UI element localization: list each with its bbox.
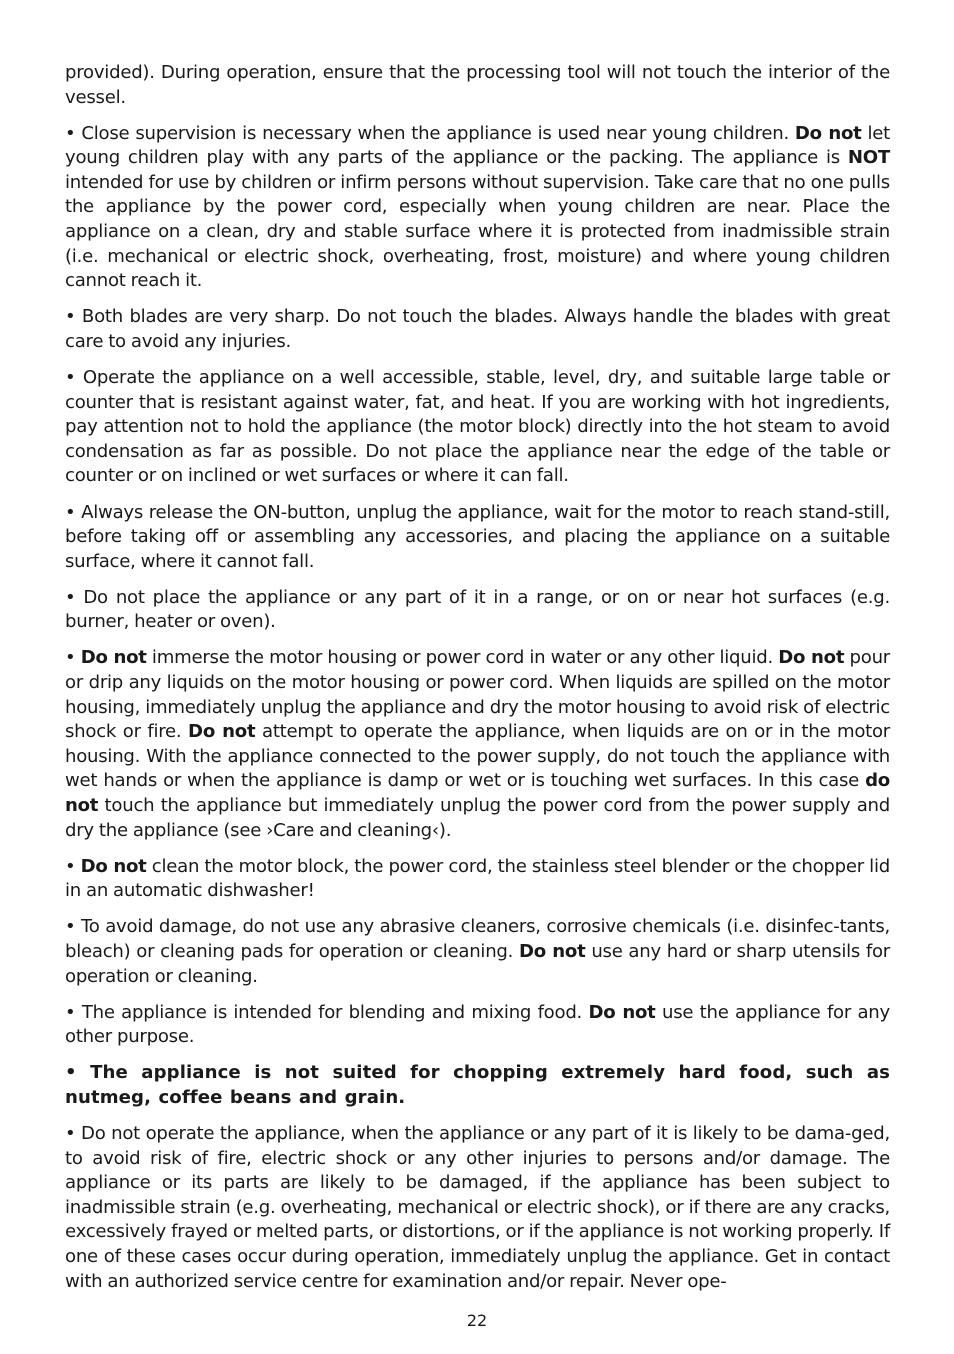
text-run: let young children play with any parts of the appliance or the packing. The appliance is — [65, 122, 890, 169]
text-run: • Always release the ON-button, unplug the appliance, wait for the motor to reach stand-still, before taking off or assembling any accessories, and placing the appliance on a suitable surface, where it cannot fall. — [65, 501, 890, 572]
paragraph-hot-surfaces — [65, 586, 890, 635]
paragraph-hard-food — [65, 1061, 890, 1110]
text-run: • Do not place the appliance or any part of it in a range, or on or near hot surfaces (e.g. burner, heater or oven). — [65, 586, 890, 633]
paragraph-damaged — [65, 1122, 890, 1294]
page-number: 22 — [466, 1311, 488, 1330]
text-run: use any hard or sharp utensils for operation or cleaning. — [65, 941, 891, 987]
bold-text: Do not — [80, 855, 147, 877]
bold-text: Do not — [778, 647, 845, 669]
bold-text: do not — [65, 770, 890, 817]
text-run: • Both blades are very sharp. Do not touch the blades. Always handle the blades with great care to avoid any injuries. — [65, 306, 890, 352]
text-run: immerse the motor housing or power cord in water or any other liquid. — [146, 647, 779, 669]
document-body — [65, 61, 890, 1306]
text-run: • The appliance is intended for blending and mixing food. — [65, 1001, 589, 1023]
text-run: • — [65, 647, 81, 669]
paragraph-dishwasher — [65, 855, 890, 904]
text-run: • Close supervision is necessary when the appliance is used near young children. — [65, 122, 795, 144]
paragraph-blades — [65, 305, 890, 354]
bold-text: Do not — [80, 647, 147, 669]
paragraph-operate-surface — [65, 366, 890, 489]
paragraph-release-button — [65, 501, 890, 575]
paragraph-abrasive — [65, 915, 890, 989]
paragraph-liquids — [65, 646, 890, 843]
bold-text: • The appliance is not suited for chopping extremely hard food, such as nutmeg, coffee beans and grain. — [65, 1062, 890, 1108]
paragraph-supervision — [65, 122, 890, 294]
text-run: • — [65, 855, 81, 877]
bold-text: Do not — [518, 941, 586, 962]
text-run: • To avoid damage, do not use any abrasive cleaners, corrosive chemicals (i.e. disinfec-tants, bleach) or cleaning pads for operation or cleaning. — [65, 916, 890, 962]
text-run: • Operate the appliance on a well accessible, stable, level, dry, and suitable large table or counter that is resistant against water, fat, and heat. If you are working with hot ingredients, pay attention not to hold the appliance (the motor block) directly into the hot steam to avoid condensation as far as possible. Do not place the appliance near the edge of the table or counter or on inclined or wet surfaces or where it can fall. — [65, 367, 890, 487]
bold-text: Do not — [588, 1001, 656, 1023]
text-run: use the appliance for any other purpose. — [65, 1001, 890, 1048]
text-run: clean the motor block, the power cord, the stainless steel blender or the chopper lid in an automatic dishwasher! — [65, 855, 890, 902]
bold-text: Do not — [188, 721, 256, 743]
text-run: pour or drip any liquids on the motor housing or power cord. When liquids are spilled on the motor housing, immediately unplug the appliance and dry the motor housing to avoid risk of electric shock or fire. — [65, 647, 890, 743]
bold-text: NOT — [847, 147, 890, 169]
text-run: provided). During operation, ensure that the processing tool will not touch the interior of the vessel. — [65, 62, 890, 108]
bold-text: Do not — [794, 122, 862, 144]
paragraph-intended-use — [65, 1001, 890, 1050]
paragraph-continuation — [65, 61, 890, 110]
text-run: attempt to operate the appliance, when liquids are on or in the motor housing. With the appliance connected to the power supply, do not touch the appliance with wet hands or when the appliance is damp or wet or is touching wet surfaces. In this case — [65, 721, 891, 792]
text-run: intended for use by children or infirm persons without supervision. Take care that no one pulls the appliance by the power cord, especially when young children are near. Place the appliance on a clean, dry and stable surface where it is protected from inadmissible strain (i.e. mechanical or electric shock, overheating, frost, moisture) and where young children cannot reach it. — [65, 171, 890, 292]
text-run: • Do not operate the appliance, when the appliance or any part of it is likely to be dama-ged, to avoid risk of fire, electric shock or any other injuries to persons and/or damage. The appliance or its parts are likely to be damaged, if the appliance has been subject to inadmissible strain (e.g. overheating, mechanical or electric shock), or if there are any cracks, excessively frayed or melted parts, or distortions, or if the appliance is not working properly. If one of these cases occur during operation, immediately unplug the appliance. Get in contact with an authorized service centre for examination and/or repair. Never ope- — [65, 1123, 890, 1292]
text-run: touch the appliance but immediately unplug the power cord from the power supply and dry the appliance (see ›Care and cleaning‹). — [65, 795, 890, 841]
